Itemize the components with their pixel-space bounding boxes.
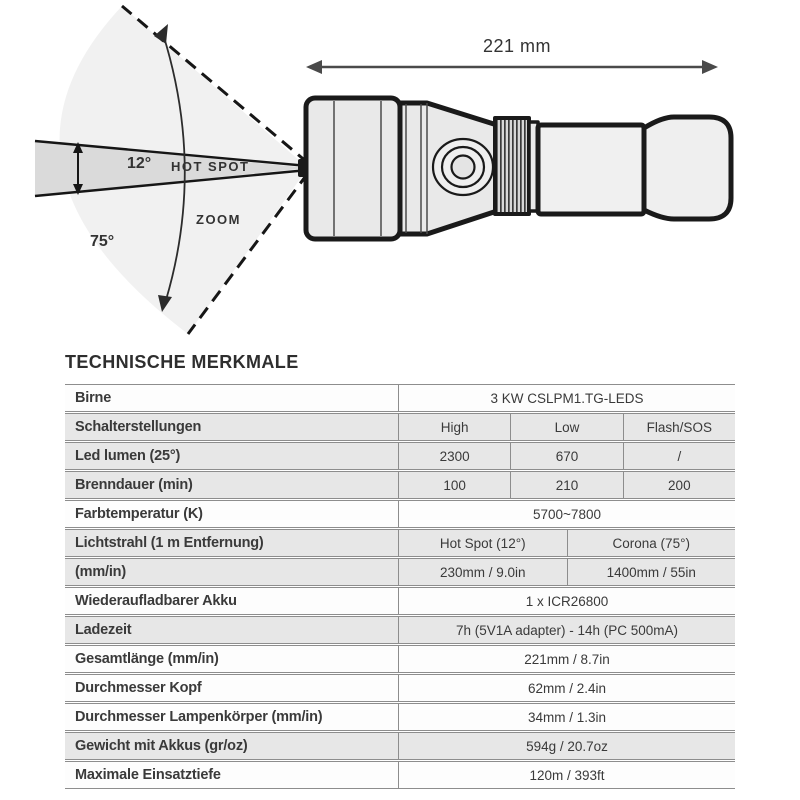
table-row-gesamtlaenge (65, 645, 735, 673)
hotspot-text-label: HOT SPOT (171, 159, 250, 174)
table-row-durchmesser-kopf (65, 674, 735, 702)
spec-value: 3 KW CSLPM1.TG-LEDS (398, 385, 735, 411)
hotspot-angle-label: 12° (127, 155, 152, 172)
table-row-durchmesser-koerper (65, 703, 735, 731)
spec-value: 230mm / 9.0in (398, 559, 567, 585)
spec-value: 1400mm / 55in (567, 559, 736, 585)
table-row-einsatztiefe (65, 761, 735, 789)
flashlight-beam-diagram (0, 0, 800, 350)
flashlight-switch-button (433, 139, 493, 195)
spec-value: 210 (510, 472, 622, 498)
spec-label: Ladezeit (75, 622, 132, 638)
spec-label: Lichtstrahl (1 m Entfernung) (75, 535, 264, 551)
spec-value: Corona (75°) (567, 530, 736, 556)
spec-value: Hot Spot (12°) (398, 530, 567, 556)
zoom-angle-label: 75° (90, 233, 115, 250)
spec-value: 200 (623, 472, 735, 498)
spec-value: Low (510, 414, 622, 440)
spec-value: 2300 (398, 443, 510, 469)
table-row-brenndauer (65, 471, 735, 499)
spec-label: Birne (75, 390, 112, 406)
spec-label: Led lumen (25°) (75, 448, 181, 464)
spec-table (65, 384, 735, 790)
spec-label: Schalterstellungen (75, 419, 202, 435)
table-row-led-lumen (65, 442, 735, 470)
table-row-schalterstellungen (65, 413, 735, 441)
spec-value: 100 (398, 472, 510, 498)
table-title: TECHNISCHE MERKMALE (65, 352, 299, 372)
spec-value: 62mm / 2.4in (398, 675, 735, 701)
spec-value: Flash/SOS (623, 414, 735, 440)
table-row-lichtstrahl (65, 529, 735, 557)
spec-label: Brenndauer (min) (75, 477, 193, 493)
spec-label: Durchmesser Lampenkörper (mm/in) (75, 709, 323, 725)
spec-value: 1 x ICR26800 (398, 588, 735, 614)
spec-value: 221mm / 8.7in (398, 646, 735, 672)
length-dimension-label: 221 mm (482, 36, 552, 56)
spec-label: Durchmesser Kopf (75, 680, 202, 696)
zoom-text-label: ZOOM (196, 212, 241, 227)
spec-value: 34mm / 1.3in (398, 704, 735, 730)
spec-value: 594g / 20.7oz (398, 733, 735, 759)
spec-value: 670 (510, 443, 622, 469)
spec-label: Maximale Einsatztiefe (75, 767, 221, 783)
spec-value: 5700~7800 (398, 501, 735, 527)
spec-label: Farbtemperatur (K) (75, 506, 203, 522)
spec-value: 120m / 393ft (398, 762, 735, 788)
length-arrow (306, 60, 718, 74)
spec-label: Gewicht mit Akkus (gr/oz) (75, 738, 248, 754)
table-row-birne (65, 384, 735, 412)
spec-label: Wiederaufladbarer Akku (75, 593, 237, 609)
spec-value: 7h (5V1A adapter) - 14h (PC 500mA) (398, 617, 735, 643)
flashlight-knurl-ring (495, 118, 529, 214)
table-row-ladezeit (65, 616, 735, 644)
table-row-mm-in (65, 558, 735, 586)
flashlight-head (306, 98, 400, 239)
flashlight-tailcap (644, 117, 731, 219)
table-row-farbtemperatur (65, 500, 735, 528)
flashlight-drawing (298, 98, 731, 239)
table-row-akku (65, 587, 735, 615)
spec-value: High (398, 414, 510, 440)
table-row-gewicht (65, 732, 735, 760)
spec-label: Gesamtlänge (mm/in) (75, 651, 219, 667)
spec-value: / (623, 443, 735, 469)
flashlight-body (538, 125, 644, 214)
beam-diagram-svg (0, 0, 800, 350)
spec-label: (mm/in) (75, 564, 126, 580)
